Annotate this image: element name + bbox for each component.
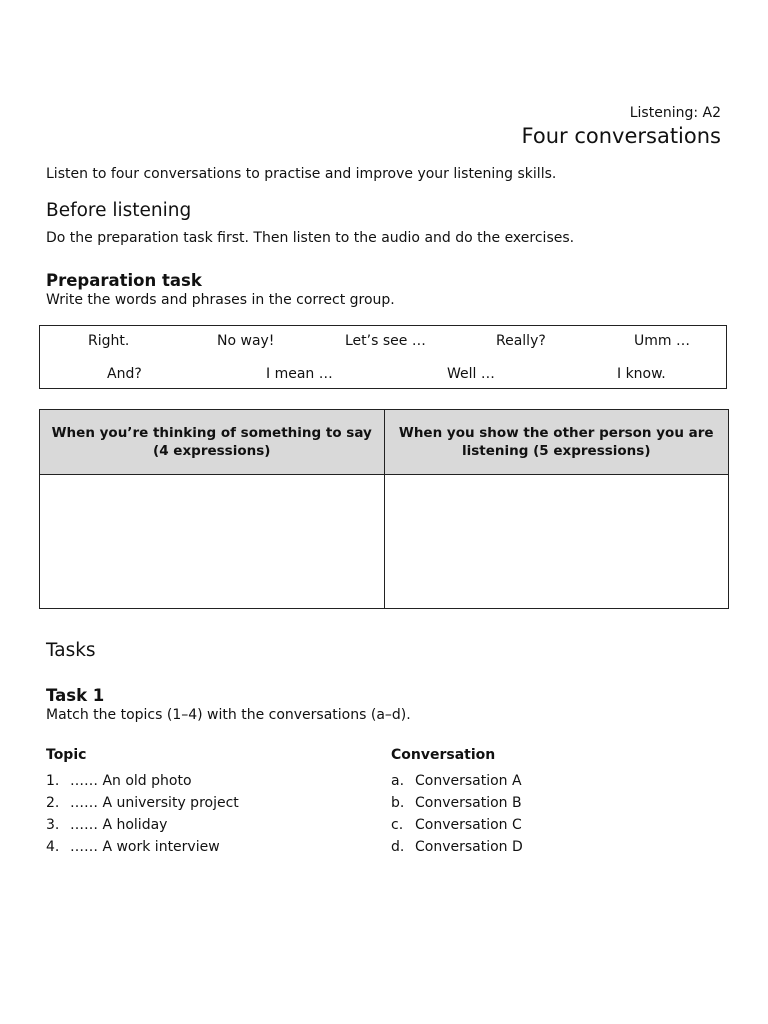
topic-text: …… A university project xyxy=(70,795,239,811)
word-bank-item: And? xyxy=(107,366,142,382)
level-label: Listening: A2 xyxy=(629,105,721,121)
list-item xyxy=(46,816,239,838)
before-listening-heading: Before listening xyxy=(46,200,192,221)
task1-heading: Task 1 xyxy=(46,686,105,705)
group-header-thinking: When you’re thinking of something to say (4 expressions) xyxy=(40,410,385,475)
word-bank-item: No way! xyxy=(217,333,275,349)
conversation-letter: d. xyxy=(391,839,405,855)
topic-number: 4. xyxy=(46,839,60,855)
conversation-text: Conversation D xyxy=(415,839,523,855)
grouping-table xyxy=(39,409,729,609)
word-bank-item: I mean … xyxy=(266,366,333,382)
list-item xyxy=(46,838,239,860)
task1-instruction: Match the topics (1–4) with the conversations (a–d). xyxy=(46,707,411,723)
conversation-column-header: Conversation xyxy=(391,747,496,763)
conversation-letter: b. xyxy=(391,795,405,811)
conversation-text: Conversation C xyxy=(415,817,522,833)
topic-number: 1. xyxy=(46,773,60,789)
topic-column-header: Topic xyxy=(46,747,87,763)
topic-text: …… A holiday xyxy=(70,817,168,833)
conversation-text: Conversation A xyxy=(415,773,522,789)
word-bank-item: Right. xyxy=(88,333,130,349)
word-bank-item: Umm … xyxy=(634,333,690,349)
page-title: Four conversations xyxy=(521,124,721,148)
conversation-letter: c. xyxy=(391,817,404,833)
conversation-text: Conversation B xyxy=(415,795,522,811)
word-bank-box xyxy=(39,325,727,389)
topic-text: …… An old photo xyxy=(70,773,192,789)
list-item xyxy=(46,772,239,794)
group-answer-cell-listening[interactable] xyxy=(384,475,729,609)
before-listening-text: Do the preparation task first. Then listen to the audio and do the exercises. xyxy=(46,230,575,246)
intro-text: Listen to four conversations to practise and improve your listening skills. xyxy=(46,166,557,182)
topic-number: 3. xyxy=(46,817,60,833)
word-bank-item: Let’s see … xyxy=(345,333,426,349)
word-bank-item: Really? xyxy=(496,333,546,349)
preparation-task-instruction: Write the words and phrases in the correct group. xyxy=(46,292,395,308)
topic-list xyxy=(46,772,239,860)
tasks-heading: Tasks xyxy=(46,640,96,661)
list-item xyxy=(391,816,523,838)
conversation-letter: a. xyxy=(391,773,405,789)
list-item xyxy=(391,794,523,816)
list-item xyxy=(391,838,523,860)
list-item xyxy=(46,794,239,816)
preparation-task-heading: Preparation task xyxy=(46,271,202,290)
group-answer-cell-thinking[interactable] xyxy=(40,475,385,609)
topic-text: …… A work interview xyxy=(70,839,220,855)
word-bank-item: Well … xyxy=(447,366,495,382)
list-item xyxy=(391,772,523,794)
topic-number: 2. xyxy=(46,795,60,811)
word-bank-item: I know. xyxy=(617,366,666,382)
conversation-list xyxy=(391,772,523,860)
group-header-listening: When you show the other person you are listening (5 expressions) xyxy=(384,410,729,475)
